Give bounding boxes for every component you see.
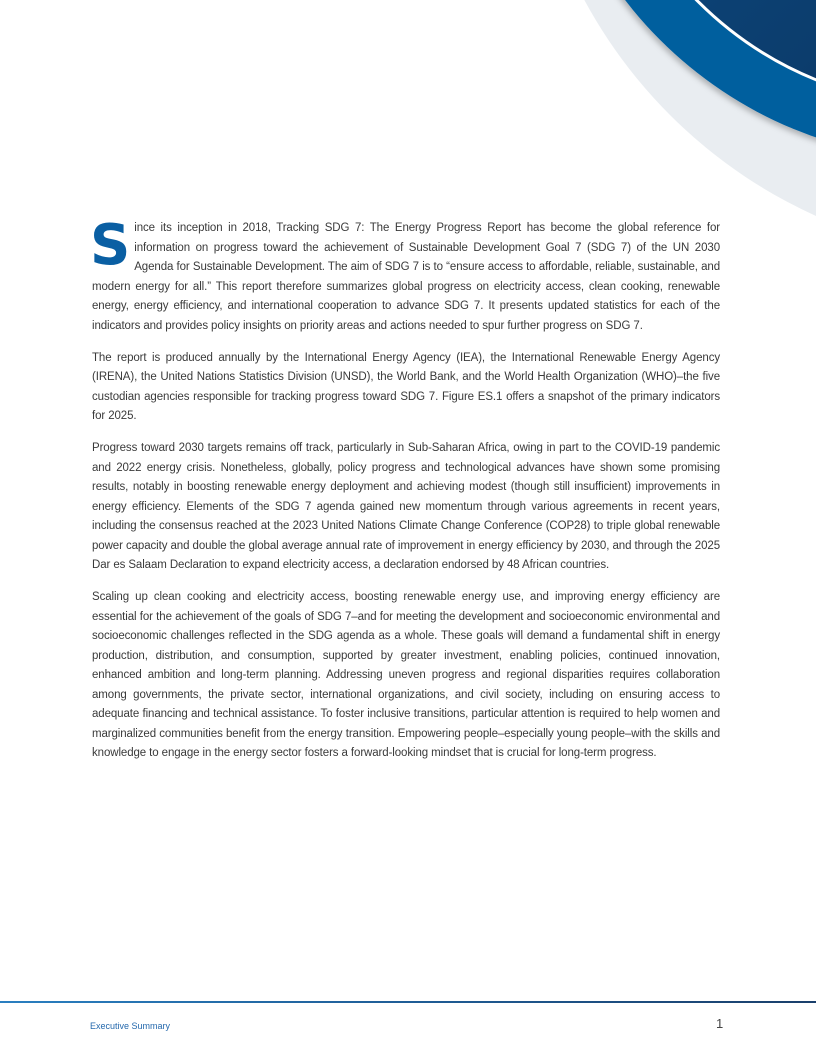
paragraph-intro [90, 213, 720, 336]
decorative-arcs [0, 0, 816, 240]
drop-cap: S [90, 213, 131, 278]
body-text [90, 213, 720, 776]
paragraph: Scaling up clean cooking and electricity access, boosting renewable energy use, and improving energy efficiency are essential for the achievement of the goals of SDG 7–and for meeting the development and socioeconomic environmental and socioeconomic challenges reflected in the SDG agenda as a whole. These goals will demand a fundamental shift in energy production, distribution, and consumption, supported by greater investment, enabling policies, continued innovation, enhanced ambition and long-term planning. Addressing uneven progress and regional disparities requires collaboration among governments, the private sector, international organizations, and civil society, including on ensuring access to adequate financing and technical assistance. To foster inclusive transitions, particular attention is required to help women and marginalized communities benefit from the energy transition. Empowering people–especially young people–with the skills and knowledge to engage in the energy sector fosters a forward-looking mindset that is crucial for long-term progress. [92, 591, 720, 759]
page-number: 1 [716, 1016, 724, 1031]
footer-divider [0, 1001, 816, 1003]
paragraph-text: ince its inception in 2018, Tracking SDG 7: The Energy Progress Report has become the global reference for information on progress toward the achievement of Sustainable Development Goal 7 (SDG 7) of the UN 2030 Agenda for Sustainable Development. The aim of SDG 7 is to “ensure access to affordable, reliable, sustainable, and modern energy for all.” This report therefore summarizes global progress on electricity access, clean cooking, renewable energy, energy efficiency, and international cooperation to advance SDG 7. It presents updated statistics for each of the indicators and provides policy insights on priority areas and actions needed to spur further progress on SDG 7. [92, 222, 720, 332]
paragraph: Progress toward 2030 targets remains off track, particularly in Sub-Saharan Africa, owing in part to the COVID-19 pandemic and 2022 energy crisis. Nonetheless, globally, policy progress and technological advances have shown some promising results, notably in boosting renewable energy deployment and achieving modest (though still insufficient) improvements in energy efficiency. Elements of the SDG 7 agenda gained new momentum through various agreements in recent years, including the consensus reached at the 2023 United Nations Climate Change Conference (COP28) to triple global renewable power capacity and double the global average annual rate of improvement in energy efficiency by 2030, and through the 2025 Dar es Salaam Declaration to expand electricity access, a declaration endorsed by 48 African countries. [92, 442, 720, 571]
paragraph: The report is produced annually by the International Energy Agency (IEA), the International Renewable Energy Agency (IRENA), the United Nations Statistics Division (UNSD), the World Bank, and the World Health Organization (WHO)–the five custodian agencies responsible for tracking progress toward SDG 7. Figure ES.1 offers a snapshot of the primary indicators for 2025. [92, 351, 720, 422]
footer-section-label: Executive Summary [90, 1021, 171, 1031]
